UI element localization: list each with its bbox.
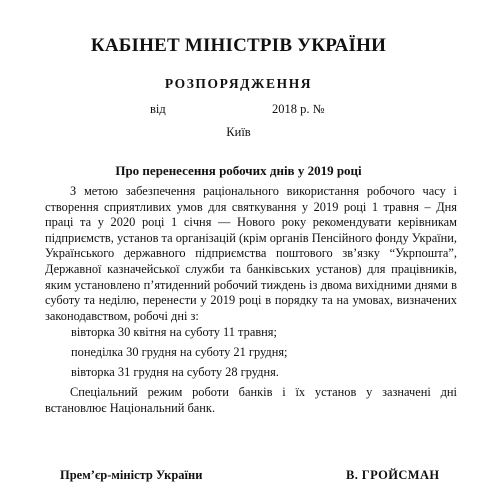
- signatory-position: Прем’єр-міністр України: [60, 468, 203, 482]
- transfer-item: вівторка 30 квітня на суботу 11 травня;: [71, 325, 277, 339]
- document-type-heading: РОЗПОРЯДЖЕННЯ: [164, 76, 313, 91]
- banks-paragraph: Спеціальний режим роботи банків і їх установ у зазначені дні встановлює Національний банк.: [45, 385, 457, 415]
- date-line: [0, 102, 477, 118]
- authority-heading: КАБІНЕТ МІНІСТРІВ УКРАЇНИ: [90, 35, 387, 56]
- document-title: Про перенесення робочих днів у 2019 році: [115, 163, 362, 178]
- transfer-item: понеділка 30 грудня на суботу 21 грудня;: [71, 345, 288, 359]
- city-label: Київ: [226, 125, 251, 139]
- date-prefix: від: [150, 102, 166, 116]
- transfer-item: вівторка 31 грудня на суботу 28 грудня.: [71, 365, 279, 379]
- signatory-name: В. ГРОЙСМАН: [346, 468, 440, 482]
- date-suffix: 2018 р. №: [272, 102, 325, 116]
- main-paragraph: З метою забезпечення раціонального використання робочого часу і створення сприятливих умов для святкування у 2019 році 1 травня – Дня праці та у 2020 році 1 січня — Нового року рекомендувати керівникам підприємств, установ та організацій (крім органів Пенсійного фонду України, Українського державного підприємства поштового зв’язку “Укрпошта”, Державної казначейської служби та банківських установ) для працівників, яким установлено п’ятиденний робочий тиждень із двома вихідними днями в суботу та неділю, перенести у 2019 році в порядку та на умовах, визначених законодавством, робочі дні з:: [45, 184, 457, 323]
